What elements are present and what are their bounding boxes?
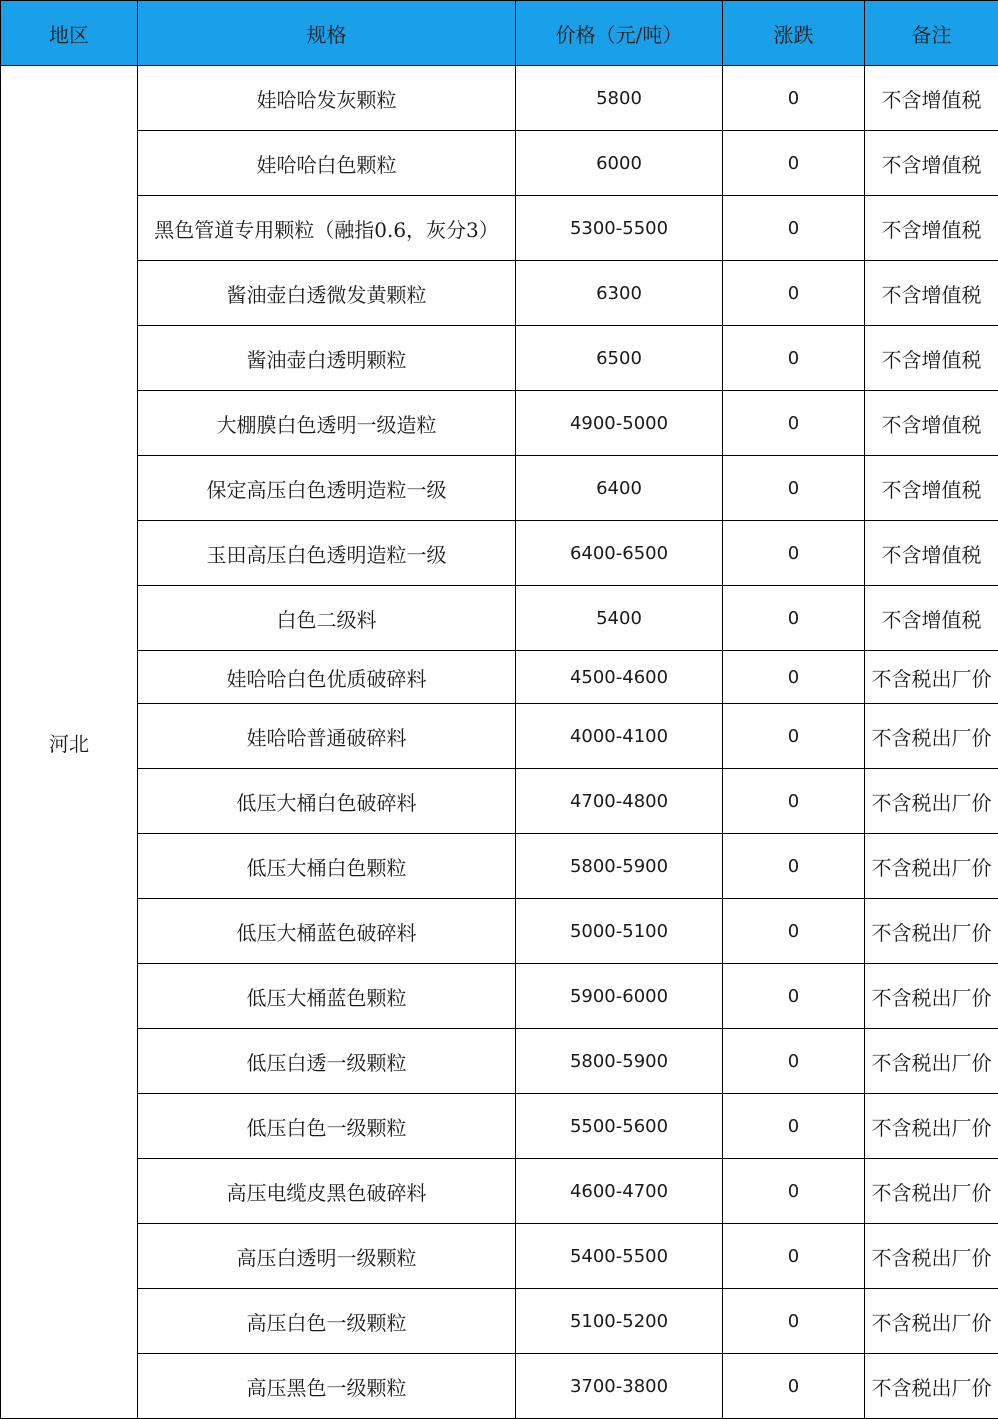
spec-cell: 酱油壶白透明颗粒 — [138, 326, 516, 391]
remark-cell: 不含税出厂价 — [865, 651, 998, 704]
change-cell: 0 — [723, 769, 865, 834]
header-price: 价格（元/吨） — [516, 1, 723, 66]
spec-cell: 高压电缆皮黑色破碎料 — [138, 1159, 516, 1224]
remark-cell: 不含增值税 — [865, 66, 998, 131]
price-cell: 5100-5200 — [516, 1289, 723, 1354]
price-cell: 4500-4600 — [516, 651, 723, 704]
remark-cell: 不含增值税 — [865, 131, 998, 196]
table-row — [1, 834, 998, 899]
price-cell: 6400 — [516, 456, 723, 521]
change-cell: 0 — [723, 1159, 865, 1224]
table-row — [1, 1354, 998, 1419]
remark-cell: 不含税出厂价 — [865, 769, 998, 834]
spec-cell: 娃哈哈白色颗粒 — [138, 131, 516, 196]
price-cell: 3700-3800 — [516, 1354, 723, 1419]
table-row — [1, 1224, 998, 1289]
table-row — [1, 66, 998, 131]
spec-cell: 保定高压白色透明造粒一级 — [138, 456, 516, 521]
remark-cell: 不含税出厂价 — [865, 1224, 998, 1289]
spec-cell: 低压大桶蓝色破碎料 — [138, 899, 516, 964]
change-cell: 0 — [723, 1289, 865, 1354]
change-cell: 0 — [723, 456, 865, 521]
header-spec: 规格 — [138, 1, 516, 66]
spec-cell: 低压白色一级颗粒 — [138, 1094, 516, 1159]
remark-cell: 不含增值税 — [865, 326, 998, 391]
price-cell: 5400-5500 — [516, 1224, 723, 1289]
change-cell: 0 — [723, 704, 865, 769]
change-cell: 0 — [723, 196, 865, 261]
table-row — [1, 521, 998, 586]
change-cell: 0 — [723, 1224, 865, 1289]
remark-cell: 不含增值税 — [865, 196, 998, 261]
price-cell: 5800-5900 — [516, 834, 723, 899]
price-cell: 5300-5500 — [516, 196, 723, 261]
spec-cell: 酱油壶白透微发黄颗粒 — [138, 261, 516, 326]
spec-cell: 高压黑色一级颗粒 — [138, 1354, 516, 1419]
price-cell: 6500 — [516, 326, 723, 391]
spec-cell: 娃哈哈普通破碎料 — [138, 704, 516, 769]
remark-cell: 不含税出厂价 — [865, 899, 998, 964]
spec-cell: 低压大桶蓝色颗粒 — [138, 964, 516, 1029]
remark-cell: 不含税出厂价 — [865, 834, 998, 899]
remark-cell: 不含税出厂价 — [865, 1159, 998, 1224]
remark-cell: 不含增值税 — [865, 586, 998, 651]
remark-cell: 不含税出厂价 — [865, 964, 998, 1029]
spec-cell: 娃哈哈白色优质破碎料 — [138, 651, 516, 704]
spec-cell: 黑色管道专用颗粒（融指0.6，灰分3） — [138, 196, 516, 261]
price-cell: 6000 — [516, 131, 723, 196]
price-cell: 6300 — [516, 261, 723, 326]
table-row — [1, 196, 998, 261]
price-cell: 4000-4100 — [516, 704, 723, 769]
change-cell: 0 — [723, 964, 865, 1029]
spec-cell: 娃哈哈发灰颗粒 — [138, 66, 516, 131]
change-cell: 0 — [723, 834, 865, 899]
price-cell: 5800-5900 — [516, 1029, 723, 1094]
change-cell: 0 — [723, 326, 865, 391]
table-row — [1, 1289, 998, 1354]
remark-cell: 不含税出厂价 — [865, 1289, 998, 1354]
table-row — [1, 586, 998, 651]
table-row — [1, 964, 998, 1029]
remark-cell: 不含增值税 — [865, 521, 998, 586]
table-row — [1, 456, 998, 521]
price-cell: 5400 — [516, 586, 723, 651]
table-row — [1, 261, 998, 326]
change-cell: 0 — [723, 66, 865, 131]
change-cell: 0 — [723, 261, 865, 326]
change-cell: 0 — [723, 521, 865, 586]
price-cell: 4700-4800 — [516, 769, 723, 834]
price-cell: 4900-5000 — [516, 391, 723, 456]
price-cell: 6400-6500 — [516, 521, 723, 586]
remark-cell: 不含增值税 — [865, 391, 998, 456]
remark-cell: 不含税出厂价 — [865, 1354, 998, 1419]
spec-cell: 玉田高压白色透明造粒一级 — [138, 521, 516, 586]
remark-cell: 不含税出厂价 — [865, 1094, 998, 1159]
table-header-row — [1, 1, 998, 66]
spec-cell: 白色二级料 — [138, 586, 516, 651]
price-cell: 5500-5600 — [516, 1094, 723, 1159]
remark-cell: 不含税出厂价 — [865, 704, 998, 769]
spec-cell: 高压白透明一级颗粒 — [138, 1224, 516, 1289]
price-cell: 5000-5100 — [516, 899, 723, 964]
header-remark: 备注 — [865, 1, 998, 66]
spec-cell: 大棚膜白色透明一级造粒 — [138, 391, 516, 456]
change-cell: 0 — [723, 391, 865, 456]
spec-cell: 低压白透一级颗粒 — [138, 1029, 516, 1094]
change-cell: 0 — [723, 586, 865, 651]
remark-cell: 不含税出厂价 — [865, 1029, 998, 1094]
table-row — [1, 899, 998, 964]
price-cell: 4600-4700 — [516, 1159, 723, 1224]
table-row — [1, 131, 998, 196]
region-cell: 河北 — [1, 66, 138, 1419]
table-row — [1, 326, 998, 391]
change-cell: 0 — [723, 651, 865, 704]
table-row — [1, 651, 998, 704]
price-cell: 5900-6000 — [516, 964, 723, 1029]
table-row — [1, 1159, 998, 1224]
change-cell: 0 — [723, 1029, 865, 1094]
table-row — [1, 391, 998, 456]
remark-cell: 不含增值税 — [865, 261, 998, 326]
change-cell: 0 — [723, 899, 865, 964]
change-cell: 0 — [723, 1094, 865, 1159]
table-row — [1, 769, 998, 834]
header-change: 涨跌 — [723, 1, 865, 66]
spec-cell: 低压大桶白色破碎料 — [138, 769, 516, 834]
spec-cell: 低压大桶白色颗粒 — [138, 834, 516, 899]
table-body — [1, 66, 998, 1419]
remark-cell: 不含增值税 — [865, 456, 998, 521]
header-region: 地区 — [1, 1, 138, 66]
spec-cell: 高压白色一级颗粒 — [138, 1289, 516, 1354]
table-row — [1, 704, 998, 769]
table-row — [1, 1029, 998, 1094]
change-cell: 0 — [723, 1354, 865, 1419]
table-row — [1, 1094, 998, 1159]
change-cell: 0 — [723, 131, 865, 196]
price-cell: 5800 — [516, 66, 723, 131]
